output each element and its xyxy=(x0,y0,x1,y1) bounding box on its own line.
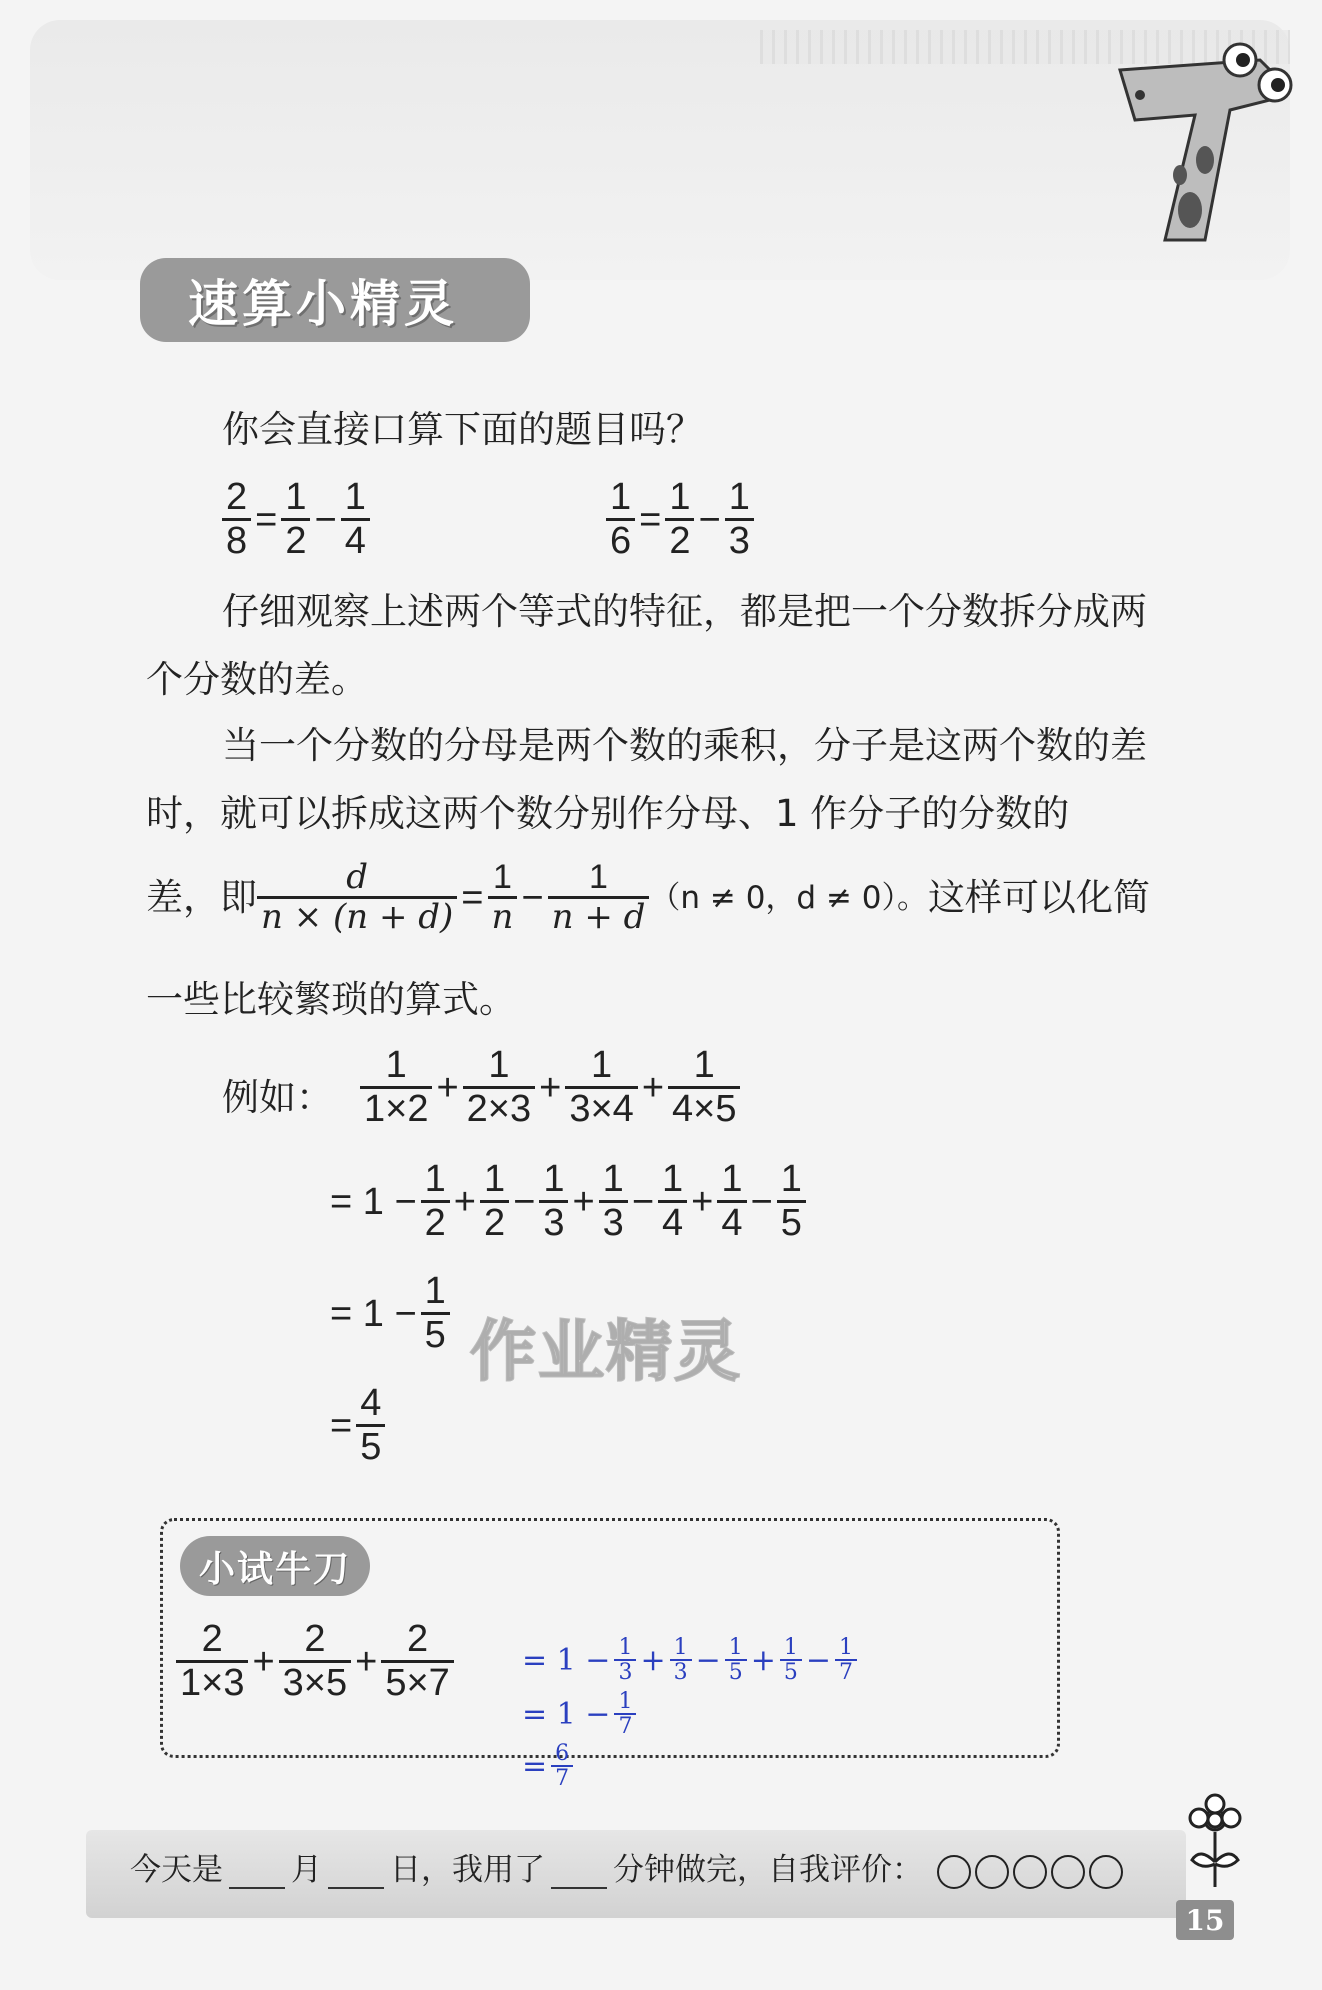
rating-star-icon[interactable] xyxy=(1051,1855,1085,1889)
handwritten-step-1: = 1 − $\frac{1}{3}$ + $\frac{1}{3}$ − $\frac{1}{5}$ + $\frac{1}{5}$ − $\frac{1}{7}$ xyxy=(518,1636,857,1685)
formula-term-a: $\frac{1}{n}$ xyxy=(488,860,518,936)
paragraph-observe: 仔细观察上述两个等式的特征，都是把一个分数拆分成两个分数的差。 xyxy=(146,590,1147,701)
flower-icon xyxy=(1180,1792,1250,1892)
formula-term-b: $\frac{1}{n + d}$ xyxy=(548,860,650,936)
formula-lead: 差，即 xyxy=(146,876,257,920)
rating-star-icon[interactable] xyxy=(1013,1855,1047,1889)
intro-text: 你会直接口算下面的题目吗？ xyxy=(222,408,703,451)
formula-tail: 这样可以化简 xyxy=(928,876,1151,920)
handwritten-step-2: = 1 − $\frac{1}{7}$ xyxy=(518,1690,636,1739)
month-blank[interactable] xyxy=(229,1857,285,1889)
formula-condition: （n ≠ 0，d ≠ 0）。 xyxy=(649,880,929,917)
rating-star-icon[interactable] xyxy=(1089,1855,1123,1889)
rating-star-icon[interactable] xyxy=(975,1855,1009,1889)
page-number: 15 xyxy=(1176,1900,1234,1940)
watermark: 作业精灵 xyxy=(470,1313,742,1390)
minutes-blank[interactable] xyxy=(551,1857,607,1889)
example-step-2: = 1 − $\frac{1}{5}$ xyxy=(326,1272,450,1357)
paragraph-rule: 当一个分数的分母是两个数的乘积，分子是这两个数的差时，就可以拆成这两个数分别作分母、1 作分子的分数的 xyxy=(146,724,1147,835)
quick-example-1: $\frac{2}{8}$ = $\frac{1}{2}$ − $\frac{1}{4}$ xyxy=(222,478,370,563)
day-blank[interactable] xyxy=(328,1857,384,1889)
paragraph-simplify: 一些比较繁琐的算式。 xyxy=(146,978,516,1021)
example-step-1: = 1 − $\frac{1}{2}$ + $\frac{1}{2}$ − $\frac{1}{3}$ + $\frac{1}{3}$ − $\frac{1}{4}$ + $\frac{1}{4}$ − $\frac{1}{5}$ xyxy=(326,1160,806,1245)
formula-line: 差，即 $\frac{d}{n \times (n + d)}$ = $\frac{1}{n}$ − $\frac{1}{n + d}$ （n ≠ 0，d ≠ 0）。 这样可以化简 xyxy=(146,857,1151,937)
example-label: 例如： xyxy=(222,1076,333,1119)
quick-example-2: $\frac{1}{6}$ = $\frac{1}{2}$ − $\frac{1}{3}$ xyxy=(606,478,754,563)
giraffe-seven-icon xyxy=(1110,40,1310,250)
section-title: 速算小精灵 xyxy=(140,258,530,342)
handwritten-step-3: = $\frac{6}{7}$ xyxy=(518,1742,573,1791)
practice-expression: $\frac{2}{1\times 3}$ + $\frac{2}{3\times 5}$ + $\frac{2}{5\times 7}$ xyxy=(176,1620,454,1705)
example-expression: $\frac{1}{1\times 2}$ + $\frac{1}{2\times 3}$ + $\frac{1}{3\times 4}$ + $\frac{1}{4\times 5}$ xyxy=(360,1046,740,1131)
example-step-3: = $\frac{4}{5}$ xyxy=(326,1384,385,1469)
footer-self-check: 今天是 月 日，我用了 分钟做完，自我评价： xyxy=(130,1844,1123,1889)
practice-title: 小试牛刀 xyxy=(180,1536,370,1596)
rating-star-icon[interactable] xyxy=(937,1855,971,1889)
formula-left-fraction: $\frac{d}{n \times (n + d)}$ xyxy=(257,860,457,936)
